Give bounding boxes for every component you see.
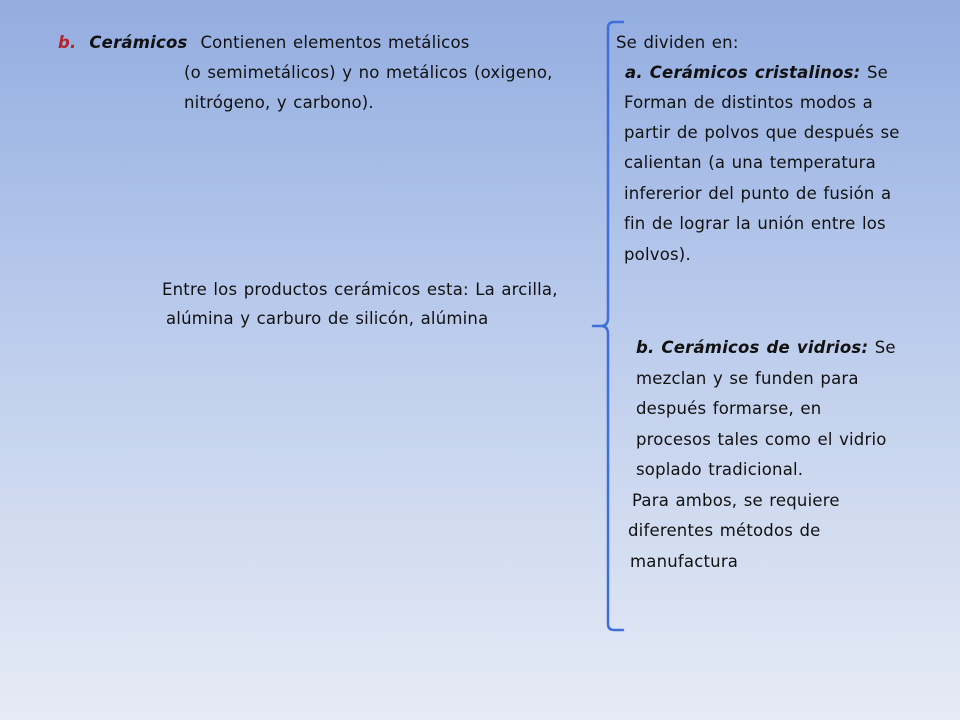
crystalline-line-3: calientan (a una temperatura bbox=[624, 153, 876, 172]
both-line-3: manufactura bbox=[630, 552, 739, 571]
crystalline-line-2: partir de polvos que después se bbox=[624, 123, 900, 142]
products-line-1: Entre los productos cerámicos esta: La arcilla, bbox=[162, 280, 558, 299]
crystalline-line-1: Forman de distintos modos a bbox=[624, 93, 873, 112]
glass-line-1: mezclan y se funden para bbox=[636, 369, 859, 388]
glass-line-4: soplado tradicional. bbox=[636, 460, 804, 479]
glass-line-0: Se bbox=[874, 338, 896, 357]
definition-line-2: (o semimetálicos) y no metálicos (oxigeno, bbox=[184, 63, 553, 82]
both-line-1: Para ambos, se requiere bbox=[632, 491, 840, 510]
divide-intro: Se dividen en: bbox=[616, 33, 739, 52]
definition-line-3: nitrógeno, y carbono). bbox=[184, 93, 374, 112]
crystalline-heading bbox=[625, 63, 888, 83]
both-line-2: diferentes métodos de bbox=[628, 521, 821, 540]
list-marker-b: b. bbox=[58, 33, 77, 52]
definition-line-1: Contienen elementos metálicos bbox=[200, 33, 470, 52]
glass-title: b. Cerámicos de vidrios: bbox=[636, 338, 869, 357]
term-ceramicos: Cerámicos bbox=[89, 33, 188, 52]
crystalline-title: a. Cerámicos cristalinos: bbox=[625, 63, 861, 82]
crystalline-line-5: fin de lograr la unión entre los bbox=[624, 214, 886, 233]
crystalline-line-0: Se bbox=[866, 63, 888, 82]
crystalline-line-6: polvos). bbox=[624, 245, 691, 264]
glass-line-3: procesos tales como el vidrio bbox=[636, 430, 887, 449]
glass-heading bbox=[636, 338, 896, 358]
products-line-2: alúmina y carburo de silicón, alúmina bbox=[166, 309, 489, 328]
crystalline-line-4: infererior del punto de fusión a bbox=[624, 184, 892, 203]
glass-line-2: después formarse, en bbox=[636, 399, 822, 418]
